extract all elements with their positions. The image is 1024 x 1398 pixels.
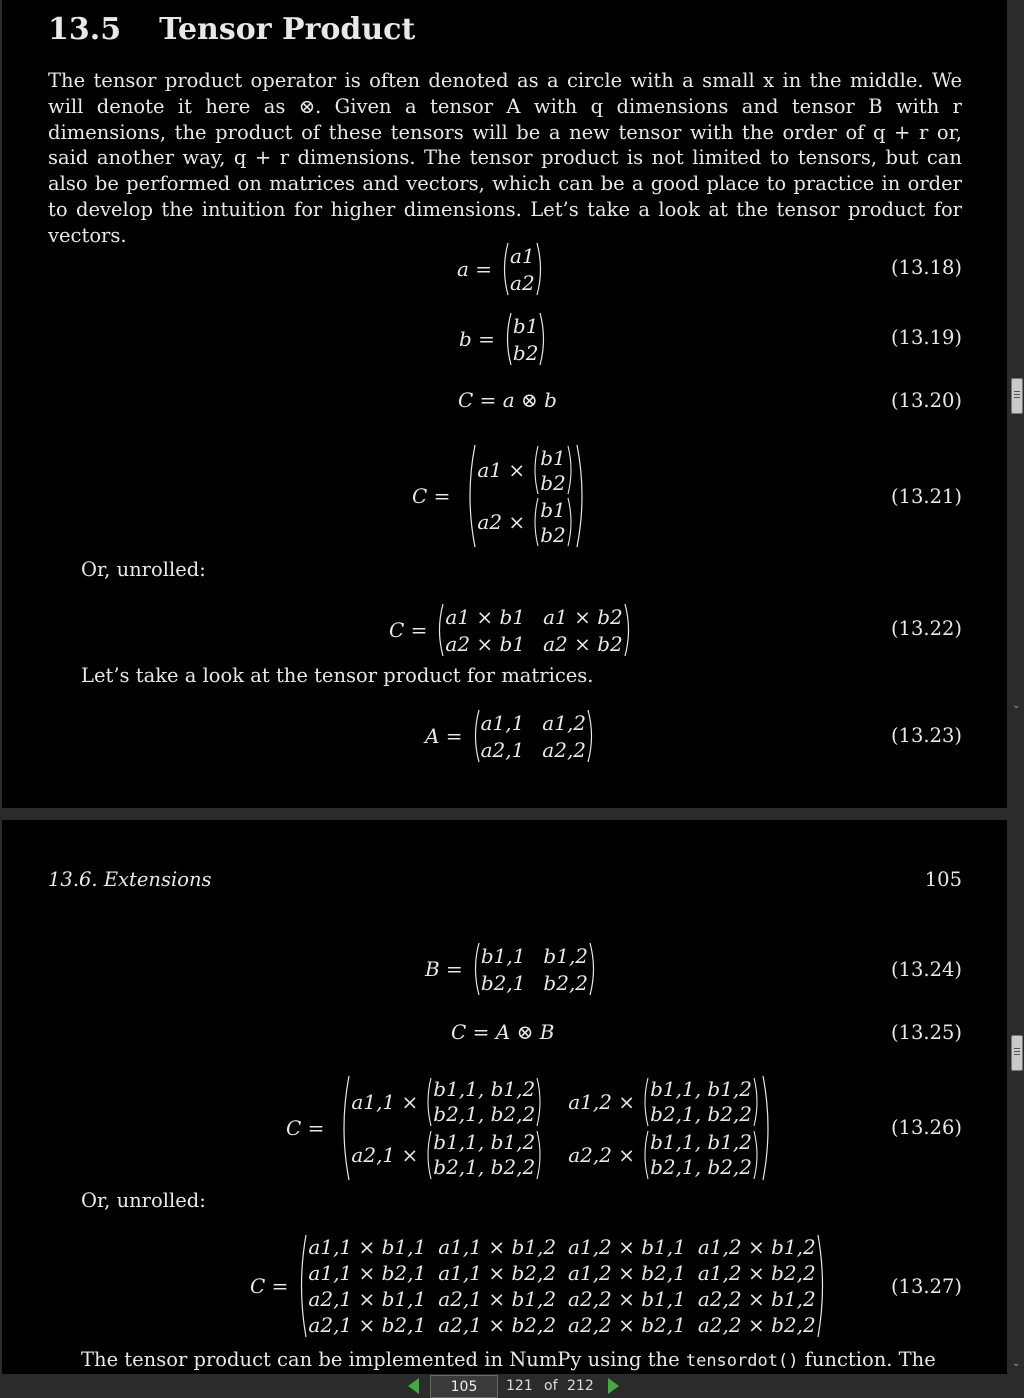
row-prefix: a2 × [477,510,526,534]
matrix-a [471,709,596,763]
matrix-entry: b2,2 [543,970,589,995]
or-unrolled-label: Or, unrolled: [81,558,206,581]
inner-vector [531,445,575,495]
matrix-entry: a2,2 × b2,2 [697,1313,816,1337]
right-triangle-icon[interactable] [608,1378,619,1394]
vertical-scrollbar[interactable] [1008,0,1024,1374]
scroll-down-arrow-icon[interactable]: ⌄ [1012,700,1021,711]
matrix-entry: a2,1 × b1,2 [438,1287,557,1311]
of-label: of [544,1378,558,1394]
page-number-input[interactable] [430,1375,498,1398]
unrolled-matrix [296,1234,827,1338]
vector-entry: b1 [512,313,539,338]
inner-entry: b1 [540,497,566,522]
eq-lhs: A = [425,724,463,748]
equation-13-22 [389,603,633,657]
matrix-entry: a2,1 × b1,1 [308,1287,427,1311]
equation-number: (13.18) [890,256,962,279]
inner-entry: b2,1, b2,2 [650,1102,753,1126]
equation-number: (13.20) [890,389,962,412]
matrix-entry: a1,1 × b1,2 [438,1235,557,1259]
matrix-entry: a2,1 [480,737,525,762]
matrices-intro-text: Let’s take a look at the tensor product for matrices. [81,664,594,687]
closing-paragraph [81,1348,936,1371]
page-number: 105 [924,868,962,891]
inner-entry: b2,1, b2,2 [433,1155,536,1179]
matrix-entry: a2,2 × b1,2 [697,1287,816,1311]
matrix-entry: a2,1 × b2,1 [308,1313,427,1337]
scrollbar-thumb-upper[interactable] [1011,378,1023,414]
eq-lhs: b = [459,327,495,351]
equation-13-18 [457,242,545,296]
inner-entry: b1,1, b1,2 [650,1130,753,1154]
eq-lhs: C = [250,1274,289,1298]
section-title: Tensor Product [159,12,416,47]
section-heading [48,12,415,47]
vector-entry: b2 [512,340,539,365]
block-prefix: a1,1 × [351,1089,419,1114]
block-matrix [338,1075,774,1181]
equation-number: (13.19) [890,326,962,349]
or-unrolled-label: Or, unrolled: [81,1189,206,1212]
inner-matrix [641,1130,761,1180]
left-triangle-icon[interactable] [408,1378,419,1394]
inner-entry: b2,1, b2,2 [650,1155,753,1179]
running-header: 13.6. Extensions [48,868,212,891]
block-prefix: a1,2 × [568,1089,636,1114]
inner-entry: b1 [540,445,566,470]
equation-13-19 [459,312,548,366]
block-prefix: a2,1 × [351,1142,419,1167]
equation-13-20: C = a ⊗ b [458,388,557,412]
vector-entry: a1 [510,243,535,268]
matrix-entry: a2,1 × b2,2 [438,1313,557,1337]
inner-entry: b2 [540,522,566,547]
equation-number: (13.25) [890,1021,962,1044]
closing-text: function. The [804,1348,936,1371]
matrix-entry: a1,2 [542,710,587,735]
equation-number: (13.27) [890,1275,962,1298]
matrix-c [435,603,632,657]
inner-entry: b1,1, b1,2 [650,1077,753,1101]
eq-lhs: C = [389,618,428,642]
inner-matrix [641,1077,761,1127]
equation-number: (13.26) [890,1116,962,1139]
inner-vector [531,497,575,547]
matrix-entry: b1,2 [543,943,589,968]
matrix-entry: a1,1 [480,710,525,735]
block-prefix: a2,2 × [568,1142,636,1167]
matrix-entry: b1,1 [480,943,526,968]
eq-lhs: C = [286,1116,325,1140]
matrix-entry: a2,2 × b2,1 [568,1313,686,1337]
inner-entry: b2,1, b2,2 [433,1102,536,1126]
matrix-entry: a2 × b1 [445,631,526,656]
matrix-entry: a2 × b2 [543,631,623,656]
document-page-upper [2,0,1007,808]
inner-matrix [424,1130,544,1180]
matrix-entry: a1,2 × b1,1 [568,1235,686,1259]
matrix-entry: a1,1 × b1,1 [308,1235,427,1259]
equation-13-23 [425,709,596,763]
matrix-entry: a1,2 × b2,1 [568,1261,686,1285]
equation-13-21 [412,444,588,548]
equation-number: (13.21) [890,485,962,508]
equation-number: (13.22) [890,617,962,640]
matrix-entry: b2,1 [480,970,526,995]
matrix-entry: a1,2 × b1,2 [697,1235,816,1259]
eq-lhs: B = [425,957,463,981]
equation-number: (13.23) [890,724,962,747]
equation-13-25: C = A ⊗ B [451,1020,555,1044]
scrollbar-thumb-lower[interactable] [1011,1035,1023,1071]
page-navigation-bar [0,1374,1024,1398]
vector-b [503,312,549,366]
matrix-entry: a1,2 × b2,2 [697,1261,816,1285]
matrix-entry: a1 × b2 [543,604,623,629]
matrix-entry: a2,2 × b1,1 [568,1287,686,1311]
document-page-lower [2,820,1007,1374]
intro-paragraph: The tensor product operator is often denoted as a circle with a small x in the middle. We will denote it here as ⊗. Given a tensor A with q dimensions and tensor B with r dimensions, the product of these tensors will be a new tensor with the order of q + r or, said another way, q + r dimensions. The tensor product is not limited to tensors, but can also be performed on matrices and vectors, which can be a good place to practice in order to develop the intuition for higher dimensions. Let’s take a look at the tensor product for vectors. [48,69,962,247]
eq-lhs: C = [412,484,451,508]
inner-entry: b1,1, b1,2 [433,1130,536,1154]
vector-entry: a2 [510,270,535,295]
row-prefix: a1 × [477,458,526,482]
section-number: 13.5 [48,12,122,47]
closing-text: The tensor product can be implemented in NumPy using the [81,1348,680,1371]
matrix-entry: a1 × b1 [445,604,526,629]
vector-a [500,242,545,296]
physical-page-label: 121 [506,1378,533,1394]
eq-lhs: a = [457,257,493,281]
scroll-down-arrow-icon[interactable]: ⌄ [1012,1358,1021,1369]
block-vector [464,444,587,548]
inner-entry: b2 [540,470,566,495]
matrix-entry: a1,1 × b2,2 [438,1261,557,1285]
equation-13-24 [425,942,598,996]
matrix-b [471,942,598,996]
inner-entry: b1,1, b1,2 [433,1077,536,1101]
matrix-entry: a2,2 [542,737,587,762]
code-tensordot: tensordot() [685,1351,799,1371]
equation-number: (13.24) [890,958,962,981]
total-pages-label: 212 [567,1378,594,1394]
matrix-entry: a1,1 × b2,1 [308,1261,427,1285]
equation-13-26 [286,1075,774,1181]
equation-13-27 [250,1234,828,1338]
inner-matrix [424,1077,544,1127]
